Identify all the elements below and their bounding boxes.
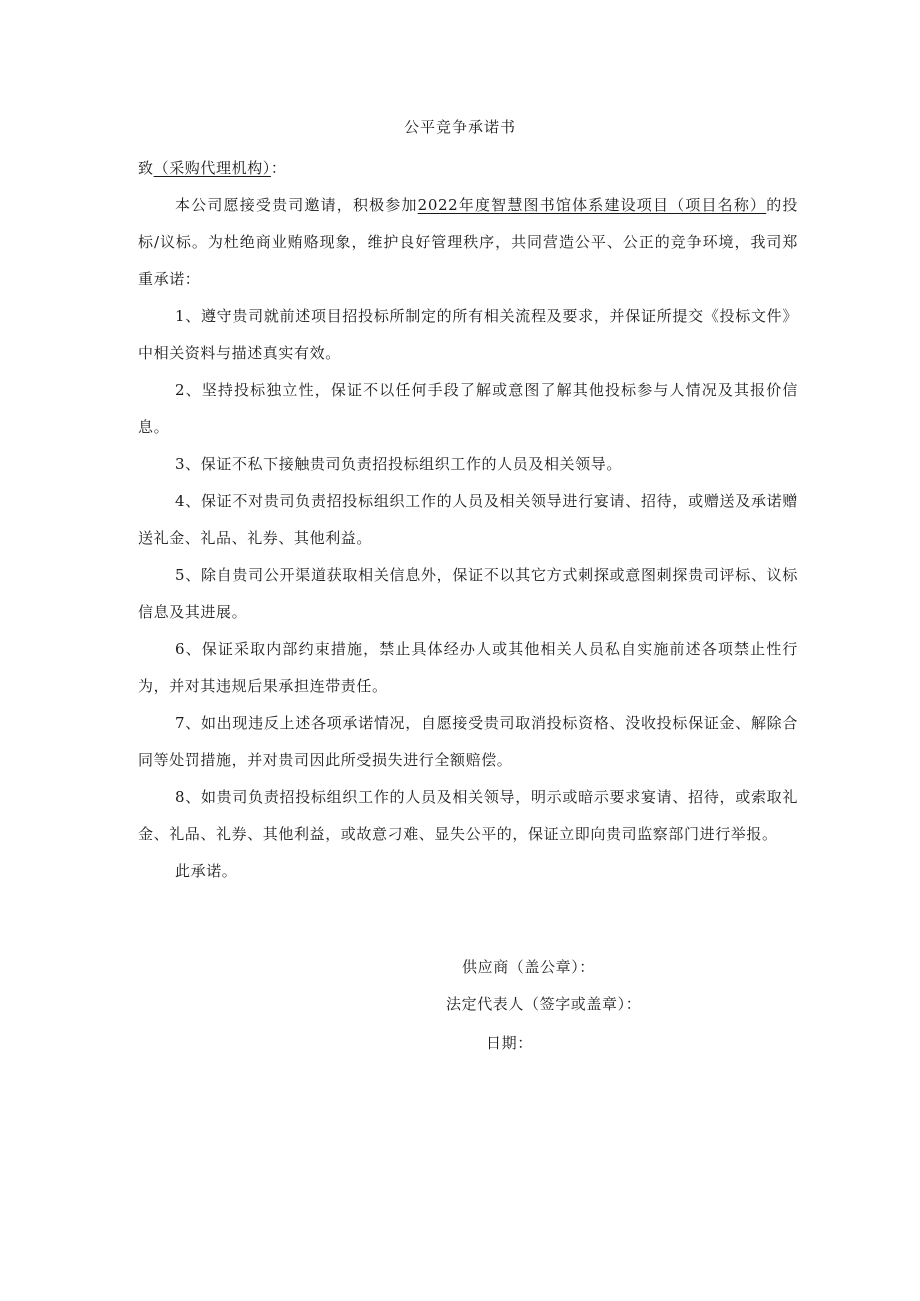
salutation [138, 150, 798, 187]
legal-representative-label: 法定代表人（签字或盖章）： [446, 995, 642, 1013]
commitment-item-3: 3、保证不私下接触贵司负责招投标组织工作的人员及相关领导。 [175, 455, 622, 473]
commitment-item-6: 6、保证采取内部约束措施，禁止具体经办人或其他相关人员私自实施前述各项禁止性行为，并对其违规后果承担连带责任。 [138, 640, 798, 695]
commitment-item-2: 2、坚持投标独立性，保证不以任何手段了解或意图了解其他投标参与人情况及其报价信息。 [138, 381, 798, 436]
salutation-suffix: ： [270, 159, 287, 177]
document-body [138, 150, 798, 890]
salutation-prefix: 致 [138, 159, 154, 177]
recipient-field: （采购代理机构） [153, 159, 271, 177]
commitment-item-1: 1、遵守贵司就前述项目招投标所制定的所有相关流程及要求，并保证所提交《投标文件》中相关资料与描述真实有效。 [138, 307, 798, 362]
intro-paragraph [138, 187, 798, 298]
commitment-item-7: 7、如出现违反上述各项承诺情况，自愿接受贵司取消投标资格、没收投标保证金、解除合同等处罚措施，并对贵司因此所受损失进行全额赔偿。 [138, 714, 798, 769]
supplier-seal-label: 供应商（盖公章）： [462, 958, 595, 976]
document-title: 公平竞争承诺书 [403, 118, 516, 136]
intro-before: 本公司愿接受贵司邀请，积极参加 [175, 196, 418, 214]
commitment-item-5: 5、除自贵司公开渠道获取相关信息外，保证不以其它方式刺探或意图刺探贵司评标、议标信息及其进展。 [138, 566, 798, 621]
intro-after: 的投标/议标。为杜绝商业贿赂现象，维护良好管理秩序，共同营造公平、公正的竞争环境，我司郑重承诺： [138, 196, 798, 288]
date-label: 日期： [486, 1034, 533, 1052]
commitment-item-8: 8、如贵司负责招投标组织工作的人员及相关领导，明示或暗示要求宴请、招待，或索取礼金、礼品、礼券、其他利益，或故意刁难、显失公平的，保证立即向贵司监察部门进行举报。 [138, 788, 798, 843]
commitment-item-4: 4、保证不对贵司负责招投标组织工作的人员及相关领导进行宴请、招待，或赠送及承诺赠送礼金、礼品、礼券、其他利益。 [138, 492, 798, 547]
closing-statement: 此承诺。 [175, 862, 238, 880]
project-name-field: 2022年度智慧图书馆体系建设项目（项目名称） [417, 196, 767, 214]
